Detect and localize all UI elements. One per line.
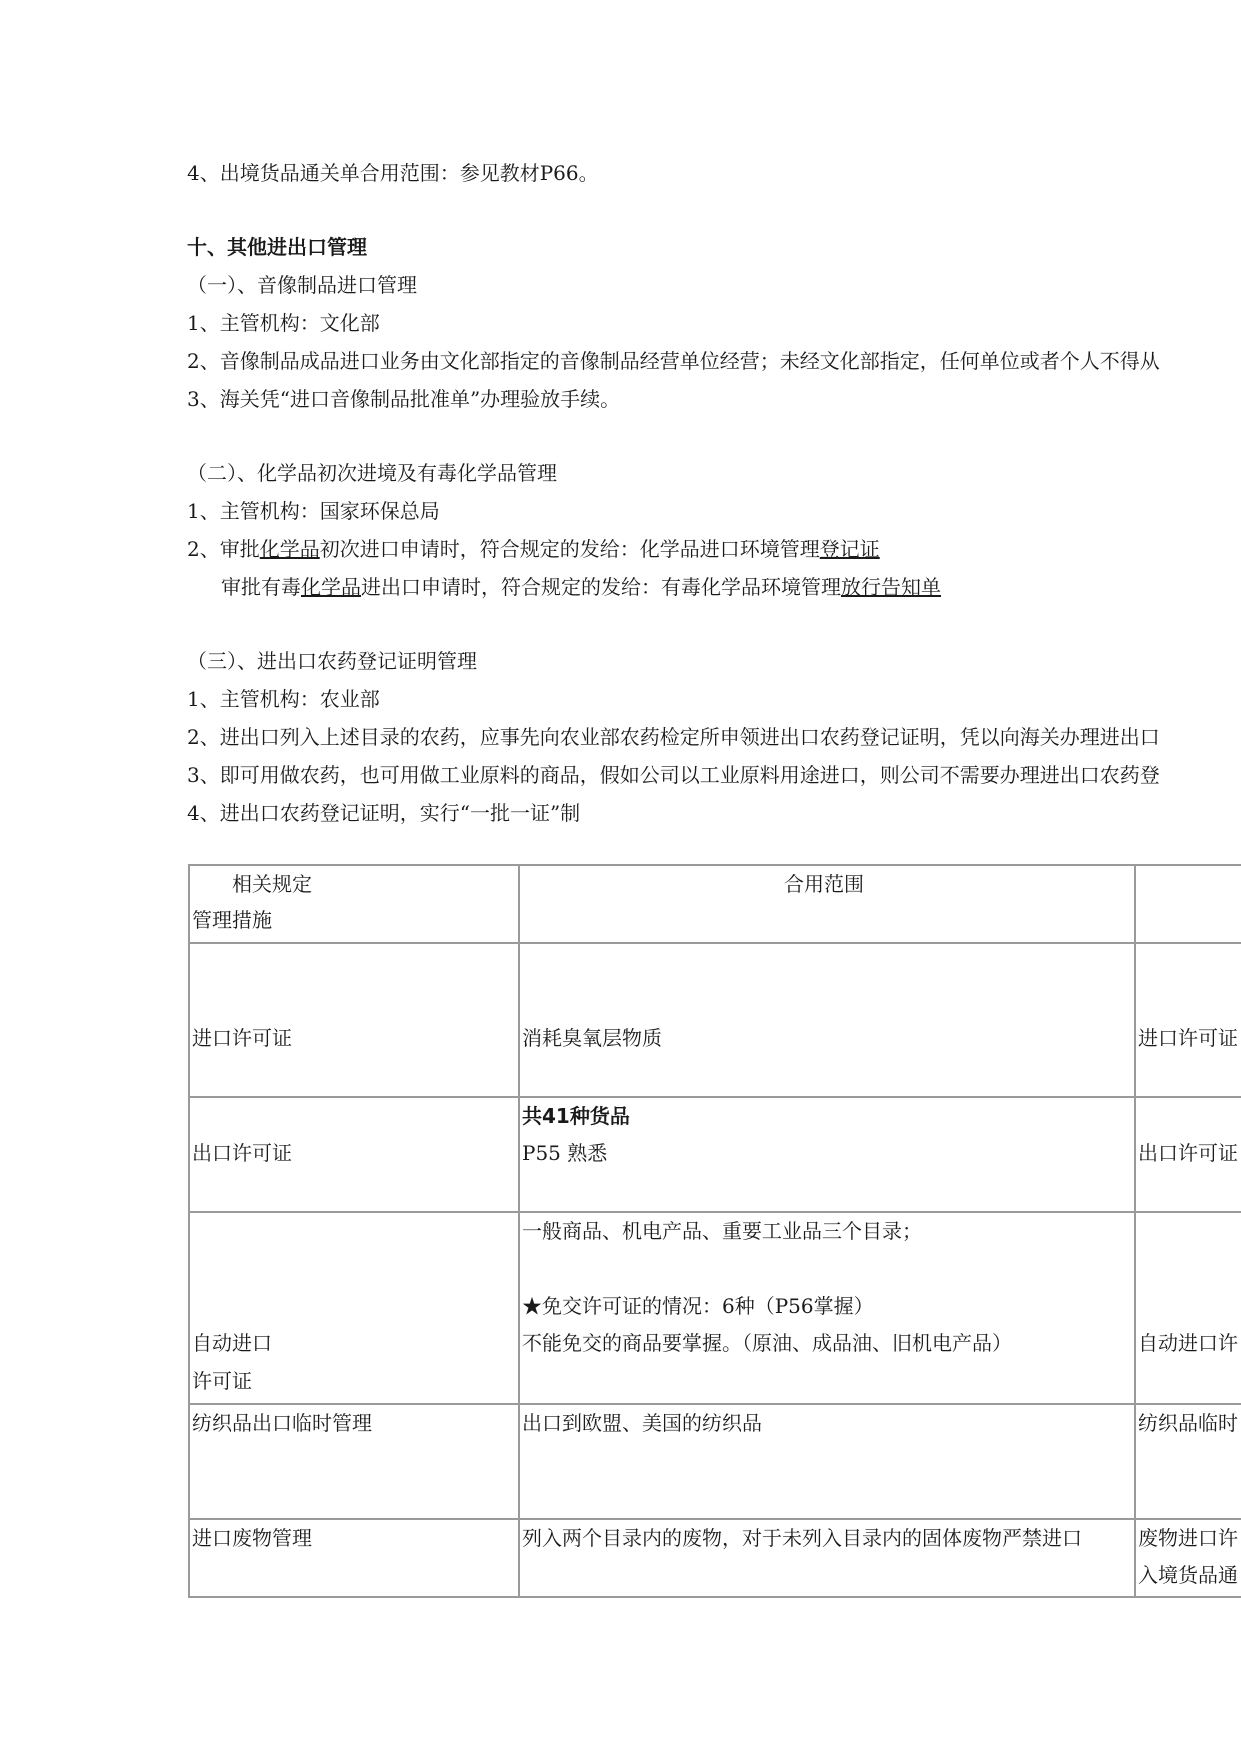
table-cell: 纺织品出口临时管理: [192, 1411, 372, 1435]
table-cell: ★免交许可证的情况：6种（P56掌握）: [522, 1294, 874, 1318]
table-cell: 自动进口: [192, 1331, 272, 1355]
table-cell: P55 熟悉: [522, 1141, 608, 1165]
subheading-chemicals: （二）、化学品初次进境及有毒化学品管理: [187, 461, 557, 485]
list-item: 2、音像制品成品进口业务由文化部指定的音像制品经营单位经营；未经文化部指定，任何单位或者个人不得从: [187, 349, 1160, 373]
list-item: 2、审批化学品初次进口申请时，符合规定的发给：化学品进口环境管理登记证: [187, 537, 880, 561]
table-cell: 出口许可证: [1138, 1141, 1238, 1165]
subheading-audio-video: （一）、音像制品进口管理: [187, 273, 417, 297]
table-header-measure: 管理措施: [192, 908, 272, 932]
list-item: 3、即可用做农药，也可用做工业原料的商品，假如公司以工业原料用途进口，则公司不需要办理进出口农药登: [187, 763, 1160, 787]
list-item: 1、主管机构：农业部: [187, 687, 380, 711]
section-heading-other-management: 十、其他进出口管理: [187, 235, 367, 259]
table-cell: 列入两个目录内的废物，对于未列入目录内的固体废物严禁进口: [522, 1526, 1082, 1550]
table-cell: 一般商品、机电产品、重要工业品三个目录；: [522, 1219, 922, 1243]
paragraph-clearance-scope: 4、出境货品通关单合用范围：参见教材P66。: [187, 161, 599, 185]
list-item: 审批有毒化学品进出口申请时，符合规定的发给：有毒化学品环境管理放行告知单: [221, 575, 941, 599]
subheading-pesticides: （三）、进出口农药登记证明管理: [187, 649, 477, 673]
link-chemicals[interactable]: 化学品: [301, 575, 361, 599]
table-cell: 进口废物管理: [192, 1526, 312, 1550]
link-registration-cert[interactable]: 登记证: [819, 537, 880, 561]
table-cell: 入境货品通: [1138, 1563, 1238, 1587]
table-cell: 纺织品临时: [1138, 1411, 1238, 1435]
table-cell: 共41种货品: [522, 1104, 630, 1128]
table-cell: 许可证: [192, 1369, 252, 1393]
table-cell: 出口许可证: [192, 1141, 292, 1165]
list-item: 3、海关凭“进口音像制品批准单”办理验放手续。: [187, 387, 621, 411]
list-item: 2、进出口列入上述目录的农药，应事先向农业部农药检定所申领进出口农药登记证明，凭以向海关办理进出口: [187, 725, 1160, 749]
link-release-notice[interactable]: 放行告知单: [841, 575, 941, 599]
table-cell: 出口到欧盟、美国的纺织品: [522, 1411, 762, 1435]
table-cell: 不能免交的商品要掌握。（原油、成品油、旧机电产品）: [522, 1331, 1012, 1355]
list-item: 1、主管机构：文化部: [187, 311, 380, 335]
table-cell: 自动进口许: [1138, 1331, 1238, 1355]
list-item: 1、主管机构：国家环保总局: [187, 499, 440, 523]
list-item: 4、进出口农药登记证明，实行“一批一证”制: [187, 801, 581, 825]
link-chemicals[interactable]: 化学品: [259, 537, 320, 561]
table-cell: 废物进口许: [1138, 1526, 1238, 1550]
table-header-scope: 合用范围: [784, 872, 864, 896]
table-header-regulation: 相关规定: [232, 872, 312, 896]
regulations-table: [188, 864, 1241, 1598]
table-cell: 进口许可证: [192, 1026, 292, 1050]
table-cell: 进口许可证: [1138, 1026, 1238, 1050]
table-cell: 消耗臭氧层物质: [522, 1026, 662, 1050]
